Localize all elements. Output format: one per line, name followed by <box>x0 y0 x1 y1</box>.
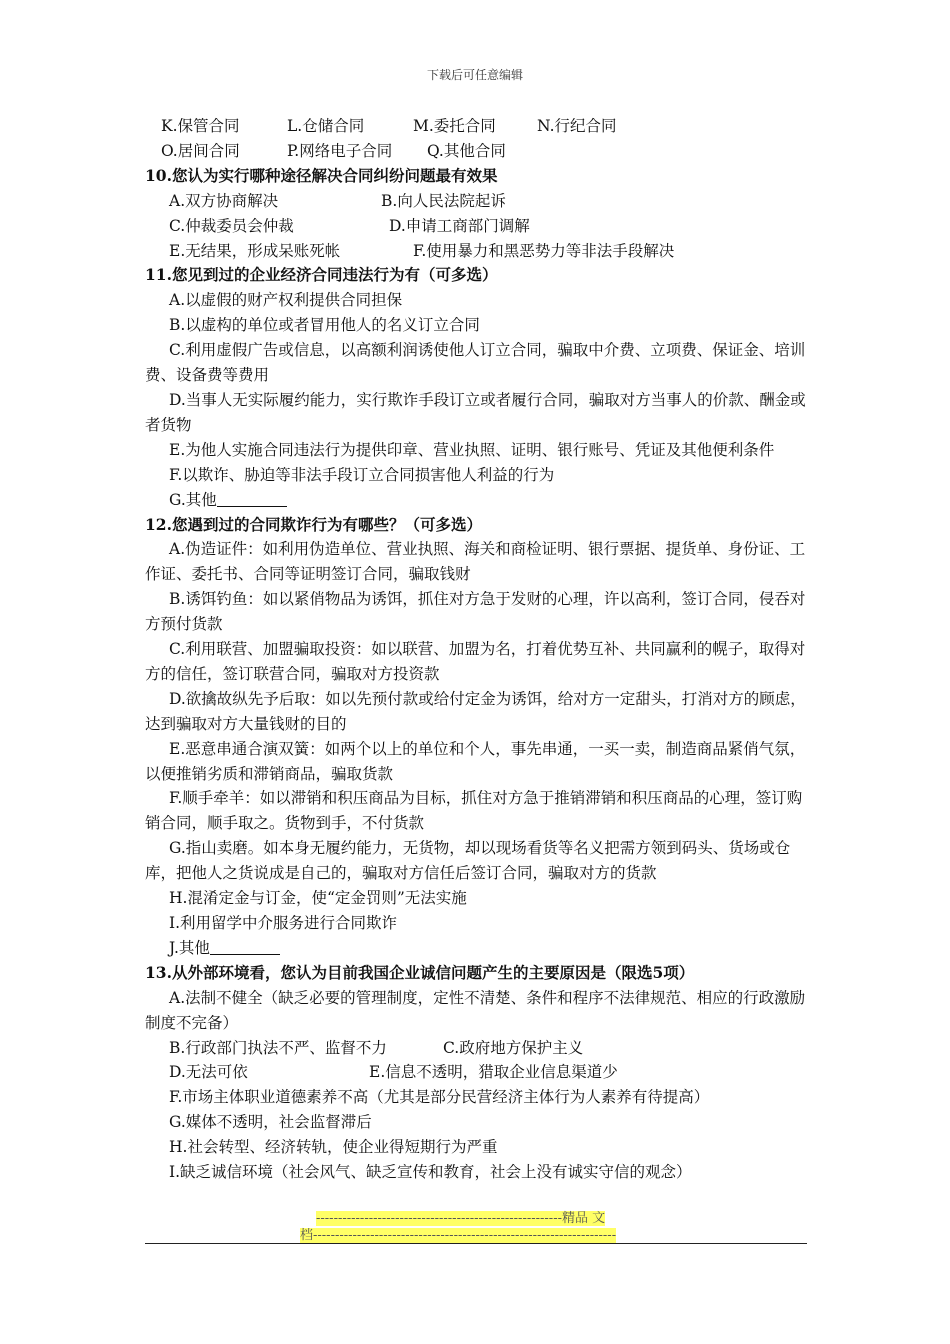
option: D.无法可依 <box>169 1063 248 1082</box>
option: P.网络电子合同 <box>287 141 393 160</box>
q9-options-row-2 <box>145 139 817 164</box>
q13-option-a: A.法制不健全（缺乏必要的管理制度，定性不清楚、条件和程序不法律规范、相应的行政激励制度不完备） <box>145 988 806 1032</box>
option: B.向人民法院起诉 <box>381 191 506 210</box>
q12-option-b: B.诱饵钓鱼：如以紧俏物品为诱饵，抓住对方急于发财的心理，许以高利，签订合同，侵吞对方预付货款 <box>145 590 806 634</box>
option-label: G.其他 <box>169 490 217 509</box>
q12-option-a: A.伪造证件：如利用伪造单位、营业执照、海关和商检证明、银行票据、提货单、身份证、工作证、委托书、合同等证明签订合同，骗取钱财 <box>145 540 806 584</box>
footer-divider <box>145 1243 807 1244</box>
q12-option-g: G.指山卖磨。如本身无履约能力，无货物，却以现场看货等名义把需方领到码头、货场或仓库，把他人之货说成是自己的，骗取对方信任后签订合同，骗取对方的货款 <box>145 839 791 883</box>
page-header: 下载后可任意编辑 <box>426 68 523 82</box>
q11-option-c: C.利用虚假广告或信息，以高额利润诱使他人订立合同，骗取中介费、立项费、保证金、培训费、设备费等费用 <box>145 341 806 385</box>
option: E.信息不透明，猎取企业信息渠道少 <box>369 1063 618 1082</box>
q10-row-2 <box>145 214 817 239</box>
q11-option-b: B.以虚构的单位或者冒用他人的名义订立合同 <box>169 316 480 335</box>
q10-row-1 <box>145 189 817 214</box>
option: O.居间合同 <box>161 141 240 160</box>
q12-option-e: E.恶意串通合演双簧：如两个以上的单位和个人，事先串通，一买一卖，制造商品紧俏气氛，以便推销劣质和滞销商品，骗取货款 <box>145 739 806 783</box>
option: L.仓储合同 <box>287 117 365 135</box>
document-body <box>145 114 817 1185</box>
fill-in-blank[interactable] <box>217 490 287 507</box>
option: A.双方协商解决 <box>169 191 279 210</box>
q11-option-g <box>145 488 817 513</box>
option-label: J.其他 <box>169 938 210 957</box>
question-11-title: 11.您见到过的企业经济合同违法行为有（可多选） <box>145 265 498 285</box>
option: C.政府地方保护主义 <box>443 1038 584 1057</box>
q12-option-h: H.混淆定金与订金，使“定金罚则”无法实施 <box>169 889 467 908</box>
footer-line-2: 档--------------------------------------------------------------------- <box>300 1228 617 1243</box>
q12-option-c: C.利用联营、加盟骗取投资：如以联营、加盟为名，打着优势互补、共同赢利的幌子，取得对方的信任，签订联营合同，骗取对方投资款 <box>145 640 806 683</box>
footer-watermark <box>300 1210 650 1244</box>
q9-options-row-1 <box>145 114 817 139</box>
question-13-title: 13.从外部环境看，您认为目前我国企业诚信问题产生的主要原因是（限选5项） <box>145 962 695 982</box>
option: N.行纪合同 <box>537 117 617 135</box>
q11-option-e: E.为他人实施合同违法行为提供印章、营业执照、证明、银行账号、凭证及其他便利条件 <box>169 440 775 459</box>
q12-option-i: I.利用留学中介服务进行合同欺诈 <box>169 914 398 932</box>
option: Q.其他合同 <box>427 141 506 160</box>
q13-row-bc <box>145 1036 817 1061</box>
q12-option-j <box>145 936 817 961</box>
q11-option-f: F.以欺诈、胁迫等非法手段订立合同损害他人利益的行为 <box>169 465 555 484</box>
q13-option-g: G.媒体不透明，社会监督滞后 <box>169 1113 372 1132</box>
q13-row-de <box>145 1060 817 1085</box>
question-12-title: 12.您遇到过的合同欺诈行为有哪些？（可多选） <box>145 514 482 534</box>
option: D.申请工商部门调解 <box>389 216 530 235</box>
option: C.仲裁委员会仲裁 <box>169 216 294 235</box>
fill-in-blank[interactable] <box>210 938 280 955</box>
q13-option-f: F.市场主体职业道德素养不高（尤其是部分民营经济主体行为人素养有待提高） <box>169 1088 710 1107</box>
footer-line-1: --------------------------------------------------------精品 文 <box>316 1211 606 1226</box>
option: B.行政部门执法不严、监督不力 <box>169 1038 387 1057</box>
option: F.使用暴力和黑恶势力等非法手段解决 <box>413 241 675 260</box>
q12-option-d: D.欲擒故纵先予后取：如以先预付款或给付定金为诱饵，给对方一定甜头，打消对方的顾虑，达到骗取对方大量钱财的目的 <box>145 689 806 733</box>
q13-option-i: I.缺乏诚信环境（社会风气、缺乏宣传和教育，社会上没有诚实守信的观念） <box>169 1163 692 1182</box>
option: E.无结果，形成呆账死帐 <box>169 241 341 260</box>
question-10-title: 10.您认为实行哪种途径解决合同纠纷问题最有效果 <box>145 165 498 185</box>
q11-option-d: D.当事人无实际履约能力，实行欺诈手段订立或者履行合同，骗取对方当事人的价款、酬金或者货物 <box>145 390 806 434</box>
q12-option-f: F.顺手牵羊：如以滞销和积压商品为目标，抓住对方急于推销滞销和积压商品的心理，签订购销合同，顺手取之。货物到手，不付货款 <box>145 789 803 833</box>
q13-option-h: H.社会转型、经济转轨，使企业得短期行为严重 <box>169 1138 498 1157</box>
option: M.委托合同 <box>413 117 496 135</box>
option: K.保管合同 <box>161 117 240 135</box>
q11-option-a: A.以虚假的财产权利提供合同担保 <box>169 291 403 310</box>
q10-row-3 <box>145 239 817 264</box>
